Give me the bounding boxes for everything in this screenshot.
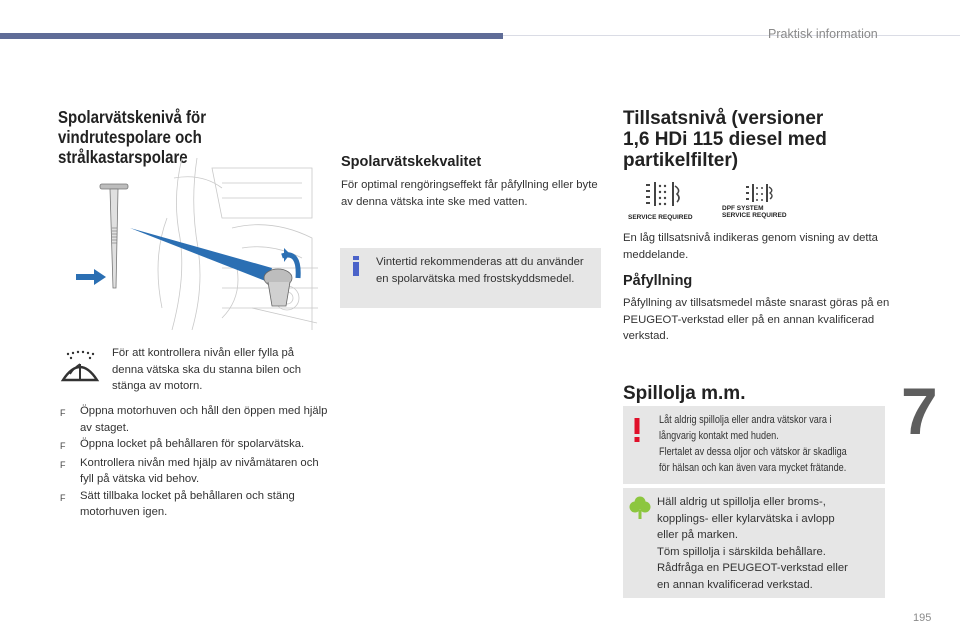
indicator-1-label: SERVICE REQUIRED (628, 214, 693, 221)
indicator-2-label (722, 205, 787, 219)
windscreen-washer-icon (60, 350, 100, 386)
list-item (60, 436, 330, 455)
list-item (60, 455, 330, 488)
indicator-2-line2: SERVICE REQUIRED (722, 212, 787, 219)
step-text: Sätt tillbaka locket på behållaren och stäng motorhuven igen. (80, 489, 295, 518)
bullet-marker: F (60, 441, 66, 451)
chapter-number: 7 (901, 374, 938, 448)
step-text: Öppna motorhuven och håll den öppen med hjälp av staget. (80, 405, 328, 434)
washer-quality-heading: Spolarvätskekvalitet (341, 154, 482, 170)
washer-quality-text: För optimal rengöringseffekt får påfyllning eller byte av denna vätska inte ske med vatten. (341, 179, 598, 208)
step-text: Kontrollera nivån med hjälp av nivåmätaren och fyll på vätska vid behov. (80, 456, 319, 485)
bullet-marker: F (60, 408, 66, 418)
page-number: 195 (913, 612, 932, 624)
header-rule (503, 35, 960, 36)
refill-heading: Påfyllning (623, 273, 693, 289)
low-level-text: En låg tillsatsnivå indikeras genom visning av detta meddelande. (623, 232, 878, 261)
list-item (60, 403, 330, 436)
warning-line: för hälsan och kan även vara mycket frätande. (659, 462, 847, 474)
info-text: Vintertid rekommenderas att du använder en spolarvätska med frostskyddsmedel. (376, 256, 584, 285)
header-accent-bar (0, 33, 503, 39)
indicator-2-line1: DPF SYSTEM (722, 205, 764, 212)
environment-text (657, 494, 882, 593)
warning-line: Låt aldrig spillolja eller andra vätskor vara i (659, 414, 832, 426)
warning-exclamation-icon (633, 418, 641, 442)
environment-line: Rådfråga en PEUGEOT-verkstad eller (657, 562, 848, 574)
step-text: Öppna locket på behållaren för spolarvätska. (80, 438, 305, 450)
info-icon (352, 256, 360, 276)
additive-level-heading: Tillsatsnivå (versioner 1,6 HDi 115 diesel med partikelfilter) (623, 108, 827, 171)
section-label: Praktisk information (768, 27, 878, 41)
warning-text (659, 412, 873, 476)
warning-line: långvarig kontakt med huden. (659, 430, 779, 442)
used-oil-heading: Spillolja m.m. (623, 383, 746, 404)
environment-line: kopplings- eller kylarvätska i avlopp (657, 512, 835, 525)
left-steps-list (60, 403, 330, 521)
bullet-marker: F (60, 492, 66, 503)
refill-text: Påfyllning av tillsatsmedel måste snarast göras på en PEUGEOT-verkstad eller på en annan kvalificerad verkstad. (623, 297, 890, 342)
left-intro-text: För att kontrollera nivån eller fylla på denna vätska ska du stanna bilen och stänga av motorn. (112, 347, 302, 392)
washer-reservoir-illustration (72, 158, 320, 330)
environment-line: Töm spillolja i särskilda behållare. (657, 545, 826, 558)
warning-line: Flertalet av dessa oljor och vätskor är skadliga (659, 446, 847, 458)
dpf-system-icon (745, 182, 775, 206)
bullet-marker: F (60, 459, 66, 470)
environment-line: Häll aldrig ut spillolja eller broms-, (657, 496, 826, 508)
tree-eco-icon (629, 496, 651, 520)
environment-line: en annan kvalificerad verkstad. (657, 578, 813, 591)
environment-line: eller på marken. (657, 529, 738, 541)
list-item (60, 488, 330, 521)
left-section-title: Spolarvätskenivå för vindrutespolare och strålkastarspolare (58, 107, 207, 167)
particle-filter-icon (644, 180, 684, 212)
